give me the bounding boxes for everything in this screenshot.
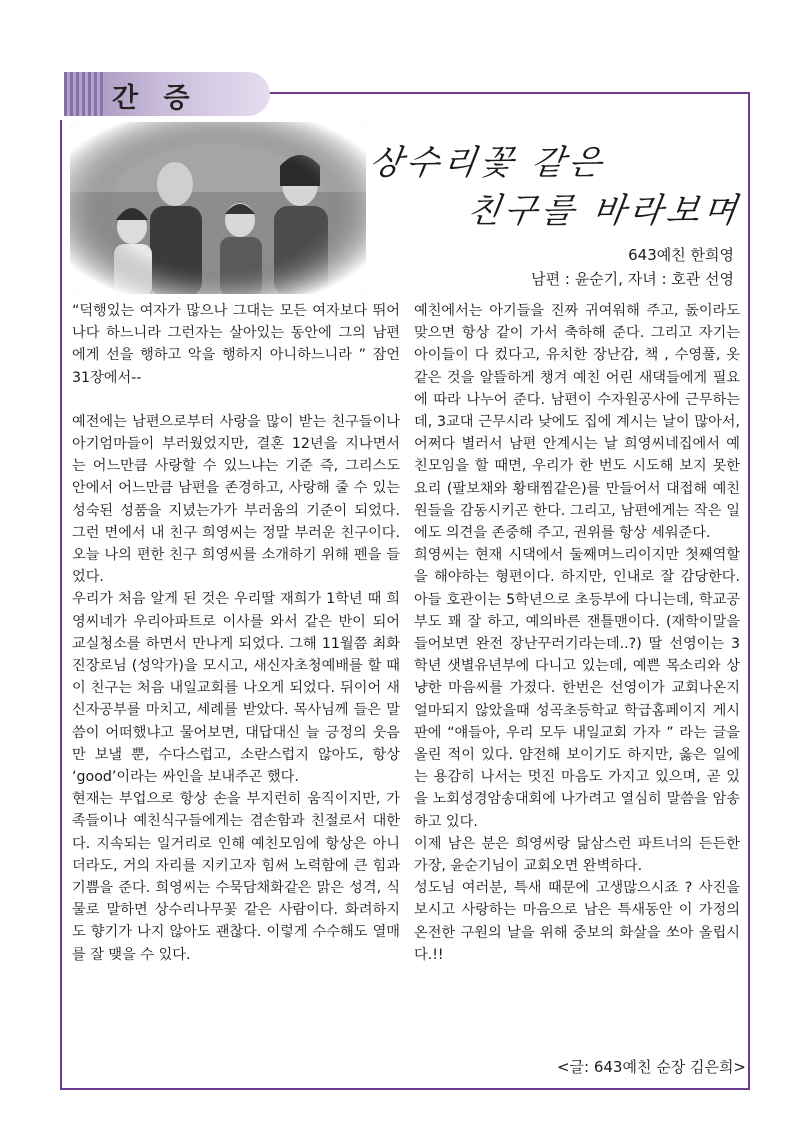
frame-left-line xyxy=(60,120,62,1090)
frame-right-line xyxy=(748,92,750,1090)
article-title-line-1: 상수리꽃 같은 xyxy=(366,143,609,183)
frame-bottom-line xyxy=(60,1088,750,1090)
left-column xyxy=(72,300,400,966)
paragraph: 우리가 처음 알게 된 것은 우리딸 재희가 1학년 때 희영씨네가 우리아파트로 이사를 와서 같은 반이 되어 교실청소를 하면서 만나게 되었다. 그해 11월쯤 최화진장로님 (성악가)을 모시고, 새신자초청예배를 할 때 이 친구는 처음 내일교회를 나오게 되었다. 뒤이어 새신자공부를 마치고, 세례를 받았다. 목사님께 들은 말씀이 어떠했냐고 물어보면, 대답대신 늘 긍정의 웃음만 보낼 뿐, 수다스럽고, 소란스럽지 않아도, 항상 ‘good’이라는 싸인을 보내주곤 했다. xyxy=(72,591,400,786)
paragraph: 이제 남은 분은 희영씨랑 닮삼스런 파트너의 든든한 가장, 윤순기님이 교회오면 완벽하다. xyxy=(414,835,740,875)
article-title-line-2: 친구를 바라보며 xyxy=(464,191,744,231)
family-photo xyxy=(70,122,366,294)
scripture-quote: “덕행있는 여자가 많으나 그대는 모든 여자보다 뛰어나다 하느니라 그런자는 살아있는 동안에 그의 남편에게 선을 행하고 악을 행하지 아니하느니라 ” 잠언 31장에서-- xyxy=(72,303,400,386)
section-tab-decoration xyxy=(64,72,104,116)
section-title: 간 증 xyxy=(112,83,198,114)
paragraph: 희영씨는 현재 시댁에서 둘째며느리이지만 첫째역할을 해야하는 형편이다. 하지만, 인내로 잘 감당한다. 아들 호관이는 5학년으로 초등부에 다니는데, 학교공부도 꽤 잘 하고, 예의바른 잰틀맨이다. (재학이말을 들어보면 완전 장난꾸러기라는데..?) 딸 선영이는 3학년 샛별유년부에 다니고 있는데, 예쁜 목소리와 상냥한 마음씨를 가졌다. 한번은 선영이가 교회나온지 얼마되지 않았을때 성곡초등학교 학급홈페이지 게시판에 “얘들아, 우리 모두 내일교회 가자 ” 라는 글을 올린 적이 있다. 얌전해 보이기도 하지만, 옳은 일에는 용감히 나서는 멋진 마음도 가지고 있으며, 곧 있을 노회성경암송대회에 나가려고 열심히 말씀을 암송하고 있다. xyxy=(414,547,740,830)
byline-family: 남편 : 윤순기, 자녀 : 호관 선영 xyxy=(531,270,734,288)
paragraph: 예전에는 남편으로부터 사랑을 많이 받는 친구들이나 아기엄마들이 부러웠었지만, 결혼 12년을 지나면서는 어느만큼 사랑할 수 있느냐는 기준 즉, 그리스도 안에서 어느만큼 남편을 존경하고, 사랑해 줄 수 있는 성숙된 성품을 지녔는가가 부러움의 기준이 되었다. 그런 면에서 내 친구 희영씨는 정말 부러운 친구이다. 오늘 나의 편한 친구 희영씨를 소개하기 위해 펜을 들었다. xyxy=(72,413,400,586)
frame-top-line xyxy=(258,92,750,94)
byline-group: 643예친 한희영 xyxy=(628,246,734,264)
paragraph: 성도님 여러분, 특새 때문에 고생많으시죠 ? 사진을 보시고 사랑하는 마음으로 남은 특새동안 이 가정의 온전한 구원의 날을 위해 중보의 화살을 쏘아 올립시다.!! xyxy=(414,880,740,963)
paragraph: 예친에서는 아기들을 진짜 귀여워해 주고, 돐이라도 맞으면 항상 같이 가서 축하해 준다. 그리고 자기는 아이들이 다 컸다고, 유치한 장난감, 책 , 수영풀, 옷 같은 것을 알뜰하게 챙겨 예친 어린 새댁들에게 필요에 따라 나누어 준다. 남편이 수자원공사에 근무하는데, 3교대 근무시라 낮에도 집에 계시는 날이 많아서, 어쩌다 별러서 남편 안계시는 날 희영씨네집에서 예친모임을 할 때면, 우리가 한 번도 시도해 보지 못한 요리 (팔보채와 황태찜같은)를 만들어서 대접해 예친원들을 감동시키곤 한다. 그리고, 남편에게는 작은 일에도 의견을 존중해 주고, 권위를 항상 세워준다. xyxy=(414,303,740,542)
right-column xyxy=(414,300,740,966)
signature: <글: 643예친 순장 김은희> xyxy=(556,1058,746,1076)
paragraph: 현재는 부업으로 항상 손을 부지런히 움직이지만, 가족들이나 예친식구들에게는 겸손함과 친절로서 대한다. 지속되는 일거리로 인해 예친모임에 항상은 아니더라도, 거의 자리를 지키고자 힘써 노력함에 큰 힘과 기쁨을 준다. 희영씨는 수묵담채화같은 맑은 성격, 식물로 말하면 상수리나무꽃 같은 사람이다. 화려하지도 향기가 나지 않아도 괜찮다. 이렇게 수수해도 열매를 잘 맺을 수 있다. xyxy=(72,791,400,963)
